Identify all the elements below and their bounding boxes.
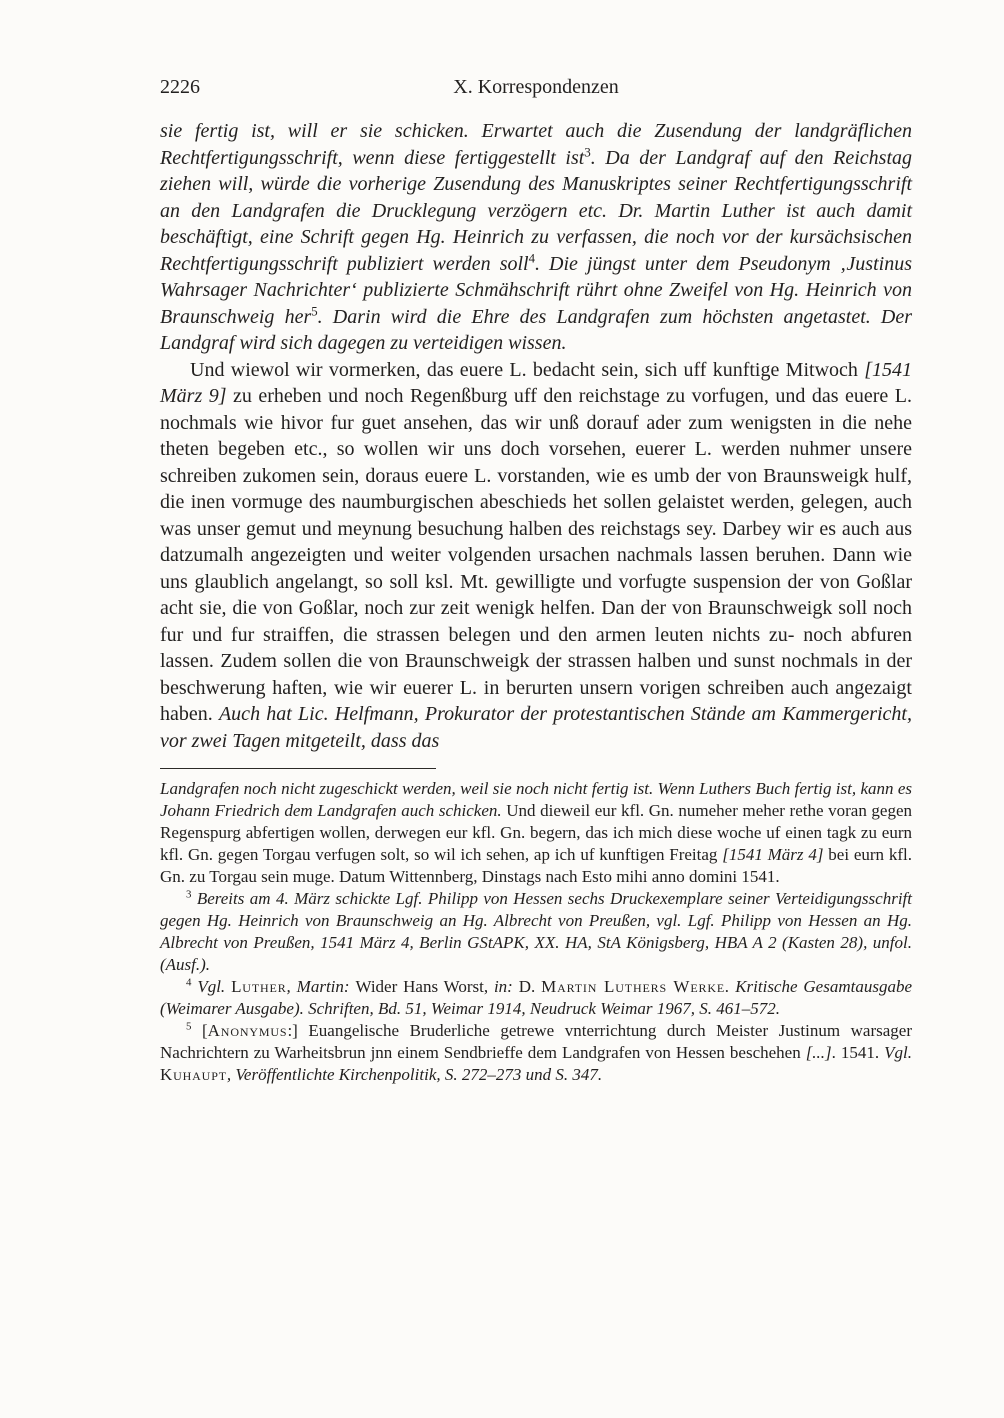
- text-run: [: [191, 1021, 208, 1040]
- text-run: bei eurn kfl. Gn. zu Torgau sein muge. Datum Wittennberg, Dinstags nach Esto mihi anno domini 1541.: [160, 845, 912, 886]
- text-run: Vgl.: [884, 1043, 912, 1062]
- text-run: , Veröffentlichte Kirchenpolitik, S. 272–273 und S. 347.: [226, 1065, 603, 1084]
- text-run: Bereits am 4. März schickte Lgf. Philipp von Hessen sechs Druckexemplare seiner Verteidigungsschrift gegen Hg. Heinrich von Braunschweig an Hg. Albrecht von Preußen, vgl. Lgf. Philipp von Hessen an Hg. Albrecht von Preußen, 1541 März 4, Berlin GStAPK, XX. HA, StA Königsberg, HBA A 2 (Kasten 28), unfol. (Ausf.).: [160, 889, 912, 974]
- footnote-5: [160, 1020, 912, 1086]
- footnote-reference: 3: [584, 144, 591, 159]
- summary-paragraph: [160, 118, 912, 357]
- text-run: Vgl.: [191, 977, 232, 996]
- footnotes-section: [160, 768, 912, 1086]
- book-page: [160, 76, 912, 1086]
- footnote-reference: 5: [186, 1020, 192, 1033]
- footnote-separator: [160, 768, 436, 769]
- text-run: sie fertig ist, will er sie schicken. Erwartet auch die Zusendung der landgräflichen Rechtfertigungsschrift, wenn diese fertiggestellt ist: [160, 120, 912, 169]
- text-run: Und dieweil eur kfl. Gn. numeher meher rethe voran gegen Regenspurg abfertigen wollen, derwegen eur kfl. Gn. begern, das ich mich diese woche uf einen tagk zu eurn kfl. Gn. gegen Torgau verfugen solt, so wil ich sehen, ap ich uf kunftigen Freitag: [160, 801, 912, 864]
- footnote-4: [160, 976, 912, 1020]
- text-run: Anonymus: [207, 1021, 288, 1040]
- text-run: [1541 März 4]: [722, 845, 824, 864]
- footnote-reference: 4: [528, 250, 535, 265]
- text-run: . Kritische Gesamtausgabe (Weimarer Ausgabe). Schriften, Bd. 51, Weimar 1914, Neudruck Weimar 1967, S. 461–572.: [160, 977, 912, 1018]
- text-run: . Die jüngst unter dem Pseudonym ‚Justinus Wahrsager Nachrichter‘ publizierte Schmähschrift rührt ohne Zweifel von Hg. Heinrich von Braunschweig her: [160, 252, 912, 328]
- text-run: [1541 März 9]: [160, 358, 912, 407]
- text-run: . Darin wird die Ehre des Landgrafen zum höchsten angetastet. Der Landgraf wird sich dagegen zu verteidigen wissen.: [160, 305, 913, 354]
- text-run: , Martin:: [286, 977, 356, 996]
- text-run: . Da der Landgraf auf den Reichstag ziehen will, würde die vorherige Zusendung des Manuskriptes seiner Rechtfertigungsschrift an den Landgrafen die Drucklegung verzögern etc. Dr. Martin Luther ist auch damit beschäftigt, eine Schrift gegen Hg. Heinrich zu verfassen, die noch vor der kursächsischen Rechtfertigungsschrift publiziert werden soll: [160, 146, 912, 275]
- footnote-continuation: [160, 778, 912, 888]
- text-run: :] Euangelische Bruderliche getrewe vnterrichtung durch Meister Justinum warsager Nachrichtern zu Warheitsbrun jnn einem Sendbrieffe dem Landgrafen von Hessen beschehen: [160, 1021, 912, 1062]
- footnote-reference: 5: [311, 303, 318, 318]
- text-run: in:: [493, 977, 519, 996]
- text-run: Wider Hans Worst,: [355, 977, 494, 996]
- page-header: [160, 76, 912, 102]
- text-run: zu erheben und noch Regenßburg uff den reichstage zu vorfugen, und das euere L. nochmals wie hivor fur guet ansehen, das wir unß dorauf ader zum wenigsten in die nehe theten begeben etc., so wollen wir uns doch vorsehen, euerer L. werden nuhmer unsere schreiben zukomen sein, doraus euere L. vorstanden, wie es umb der von Braunsweigk hulf, die inen vormuge des naumburgischen abeschieds het sollen gelaistet werden, gelegen, auch was unser gemut und meynung besuchung halben des reichstags sey. Darbey wir es auch aus datzumalh angezeigten und weiter volgenden ursachen nachmals lassen beruhen. Dann wie uns glaublich angelangt, so soll ksl. Mt. gewilligte und vorfugte suspension der von Goßlar acht sie, die von Goßlar, noch zur zeit wenigk helfen. Dan der von Braunschweigk soll noch fur und fur straiffen, die strassen belegen und den armen leuten nichts zu- noch abfuren lassen. Zudem sollen die von Braunschweigk der strassen halben und sunst nochmals in der beschwerung haften, wie wir euerer L. in berurten unsern vorigen schreiben auch angezaigt haben.: [160, 385, 912, 725]
- footnote-3: [160, 888, 912, 976]
- text-run: Kuhaupt: [160, 1065, 227, 1084]
- text-run: D.: [518, 977, 542, 996]
- text-run: Und wiewol wir vormerken, das euere L. bedacht sein, sich uff kunftige Mitwoch: [190, 358, 865, 381]
- text-run: . 1541.: [831, 1043, 885, 1062]
- running-head: X. Korrespondenzen: [453, 76, 619, 98]
- main-text-block: [160, 118, 912, 754]
- text-run: Luther: [231, 977, 287, 996]
- page-number: 2226: [160, 76, 200, 98]
- text-run: [...]: [805, 1043, 832, 1062]
- footnote-reference: 4: [186, 976, 192, 989]
- text-run: Martin Luthers Werke: [541, 977, 726, 996]
- letter-text-paragraph: [160, 357, 912, 755]
- text-run: Landgrafen noch nicht zugeschickt werden, weil sie noch nicht fertig ist. Wenn Luthers Buch fertig ist, kann es Johann Friedrich dem Landgrafen auch schicken.: [160, 779, 912, 820]
- text-run: Auch hat Lic. Helfmann, Prokurator der protestantischen Stände am Kammergericht, vor zwei Tagen mitgeteilt, dass das: [160, 703, 912, 752]
- footnote-reference: 3: [186, 888, 192, 901]
